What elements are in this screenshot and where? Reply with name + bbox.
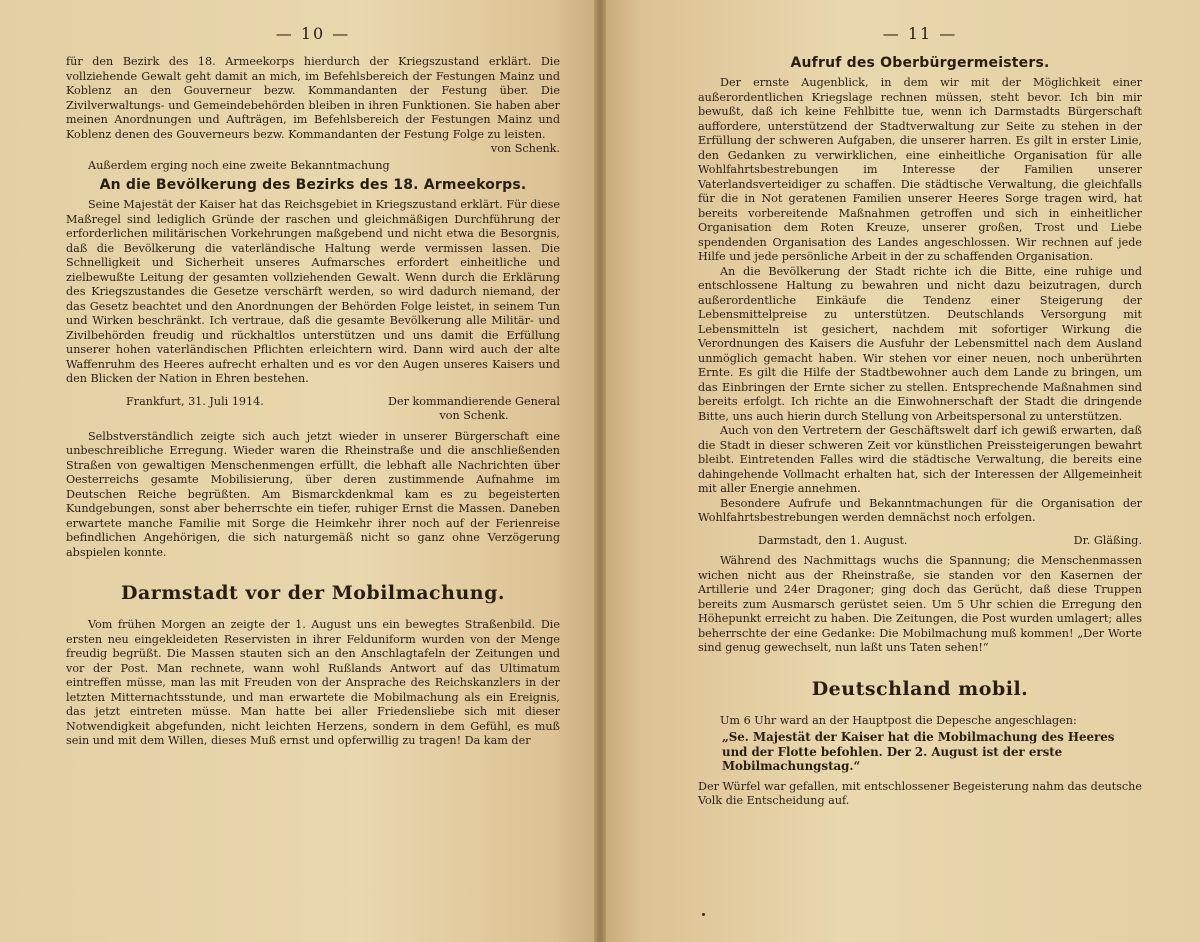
signature-name: von Schenk. [439,409,509,422]
signature-place-date: Darmstadt, den 1. August. [758,533,908,547]
proclamation-heading: An die Bevölkerung des Bezirks des 18. Armeekorps. [99,177,527,193]
intro-paragraph: für den Bezirk des 18. Armeekorps hierdurch der Kriegszustand erklärt. Die vollziehende Gewalt geht damit an mich, im Befehlsbereich der Festungen Mainz und Koblenz an den Gouverneur bezw. Kommandanten der Festung über. Die Zivilverwaltungs- und Gemeindebehörden bleiben in ihren Funktionen. Sie haben aber meinen Anordnungen und Aufträgen, im Befehlsbereich der Festungen Mainz und Koblenz denen des Gouverneurs bezw. Kommandanten der Festung Folge zu leisten. [66,55,560,141]
dispatch-intro: Um 6 Uhr ward an der Hauptpost die Depesche angeschlagen: [720,713,1077,727]
intro-signature: von Schenk. [490,142,560,155]
book-gutter [594,0,606,942]
morning-paragraph: Vom frühen Morgen an zeigte der 1. August uns ein bewegtes Straßenbild. Die ersten neu eingekleideten Reservisten in ihrer Felduniform wurden von der Menge freudig begrüßt. Die Massen stauten sich an den Anschlagtafeln der Zeitungen und vor der Post. Man rechnete, wann wohl Rußlands Antwort auf das Ultimatum eintreffen müsse, man las mit Freuden von der Ansprache des Reichskanzlers in der letzten Mitternachtsstunde, und man erwartete die Mobilmachung als ein Ereignis, das jetzt eintreten müsse. Man hatte bei aller Friedensliebe sich mit dieser Notwendigkeit abgefunden, nicht leichten Herzens, sondern in dem Gefühl, es muß sein und mit dem Willen, dieses Muß ernst und opferwillig zu tragen! Da kam der [66,618,560,747]
second-notice-line: Außerdem erging noch eine zweite Bekanntmachung [88,158,390,172]
section-heading-mobil: Deutschland mobil. [811,677,1029,700]
page-number: — 10 — [275,24,351,43]
page-number: — 11 — [882,24,958,43]
signature-place-date: Frankfurt, 31. Juli 1914. [126,394,264,408]
proclamation-text: Seine Majestät der Kaiser hat das Reichsgebiet in Kriegszustand erklärt. Für diese Maßregel sind lediglich Gründe der raschen und gleichmäßigen Durchführung der erforderlichen militärischen Vorkehrungen maßgebend und nicht etwa die Besorgnis, daß die Bevölkerung die vaterländische Haltung werde vermissen lassen. Die Schnelligkeit und Sicherheit unseres Aufmarsches erfordert einheitliche und zielbewußte Leitung der gesamten vollziehenden Gewalt. Wenn durch die Erklärung des Kriegszustandes die Gesetze verschärft werden, so wird dadurch niemand, der das Gesetz beachtet und den Anordnungen der Behörden Folge leistet, in seinem Tun und Wirken beschränkt. Ich vertraue, daß die gesamte Bevölkerung alle Militär- und Zivilbehörden freudig und rückhaltlos unterstützen und uns damit die Erfüllung unserer hohen vaterländischen Pflichten erleichtern wird. Dann wird auch der alte Waffenruhm des Heeres aufrecht erhalten und es vor den Augen unseres Kaisers und den Blicken der Nation in Ehren bestehen. [66,198,560,385]
right-page [600,0,1200,942]
dispatch-quote: „Se. Majestät der Kaiser hat die Mobilmachung des Heeres und der Flotte befohlen. Der 2. August ist der erste Mobilmachungstag.“ [722,730,1115,773]
afternoon-paragraph: Während des Nachmittags wuchs die Spannung; die Menschenmassen wichen nicht aus der Rheinstraße, sie standen vor den Kasernen der Artillerie und 24er Dragoner; ging doch das Gerücht, daß diese Truppen bereits zum Ausmarsch gerüstet seien. Um 5 Uhr schien die Erregung den Höhepunkt erreicht zu haben. Die Zeitungen, die Post wurden umlagert; alles beherrschte der eine Gedanke: Die Mobilmachung muß kommen! „Der Worte sind genug gewechselt, nun laßt uns Taten sehen!“ [698,554,1142,654]
closing-paragraph: Der Würfel war gefallen, mit entschlossener Begeisterung nahm das deutsche Volk die Entscheidung auf. [698,779,1142,807]
appeal-signature [698,534,1142,549]
appeal-paragraph-1: Der ernste Augenblick, in dem wir mit der Möglichkeit einer außerordentlichen Kriegslage rechnen müssen, steht bevor. Ich bin mir bewußt, daß ich keine Fehlbitte tue, wenn ich Darmstadts Bürgerschaft auffordere, unterstützend der Stadtverwaltung zur Seite zu stehen in der Erfüllung der schweren Aufgaben, die unserer harren. Es gilt in erster Linie, den Gedanken zu verwirklichen, eine einheitliche Organisation für alle Wohlfahrtsbestrebungen im Interesse der Familien unserer Vaterlandsverteidiger zu schaffen. Die städtische Verwaltung, die gleichfalls für die in Not geratenen Familien unserer Heeres Sorge tragen wird, hat bereits vorbereitende Maßnahmen getroffen und sich in einheitlicher Organisation dem Roten Kreuze, unserer großen, Trost und Liebe spendenden Organisation des Landes angeschlossen. Wir rechnen auf jede Hilfe und jede persönliche Arbeit in der zu schaffenden Organisation. [698,76,1142,263]
ink-dot [702,913,705,916]
appeal-paragraph-4: Besondere Aufrufe und Bekanntmachungen für die Organisation der Wohlfahrtsbestrebungen werden demnächst noch erfolgen. [698,496,1142,524]
appeal-heading: Aufruf des Oberbürgermeisters. [790,55,1050,71]
signature-block [388,395,560,424]
city-excitement-paragraph: Selbstverständlich zeigte sich auch jetzt wieder in unserer Bürgerschaft eine unbeschreibliche Erregung. Wieder waren die Rheinstraße und die anschließenden Straßen von gewaltigen Menschenmengen erfüllt, die lebhaft alle Nachrichten über Oesterreichs gesamte Mobilisierung, über deren zustimmende Aufnahme im Deutschen Reiche begrüßten. Am Bismarckdenkmal kam es zu begeisterten Kundgebungen, sonst aber beherrschte ein tiefer, ruhiger Ernst die Massen. Daneben erwartete manche Familie mit Sorge die Heimkehr ihrer noch auf der Ferienreise befindlichen Angehörigen, die sich naturgemäß nicht so ganz ohne Verzögerung abspielen konnte. [66,429,560,559]
signature-title: Der kommandierende General [388,394,560,408]
appeal-paragraph-3: Auch von den Vertretern der Geschäftswelt darf ich gewiß erwarten, daß die Stadt in dieser schweren Zeit vor künstlichen Preissteigerungen bewahrt bleibt. Eintretenden Falles wird die städtische Verwaltung, die bereits eine dahingehende Vollmacht erhalten hat, sich der Interessen der Allgemeinheit mit aller Energie annehmen. [698,424,1142,495]
proclamation-signature [66,395,560,424]
appeal-paragraph-2: An die Bevölkerung der Stadt richte ich die Bitte, eine ruhige und entschlossene Haltung zu bewahren und nicht dazu beizutragen, durch außerordentliche Einkäufe die Tendenz einer Steigerung der Lebensmittelpreise zu unterstützen. Deutschlands Versorgung mit Lebensmitteln ist gesichert, nachdem mit sofortiger Wirkung die Verordnungen des Kaisers die Ausfuhr der Lebensmittel nach dem Ausland unmöglich gemacht haben. Wir stehen vor einer neuen, noch unberührten Ernte. Es gilt die Hilfe der Stadtbewohner auch dem Lande zu bringen, um das Einbringen der Ernte sicher zu stellen. Entsprechende Maßnahmen sind bereits erfolgt. Ich richte an die Einwohnerschaft der Stadt die dringende Bitte, uns auch hierin durch Stellung von Arbeitspersonal zu unterstützen. [698,264,1142,423]
signature-name: Dr. Gläßing. [1073,533,1142,547]
section-heading-darmstadt: Darmstadt vor der Mobilmachung. [121,582,505,604]
